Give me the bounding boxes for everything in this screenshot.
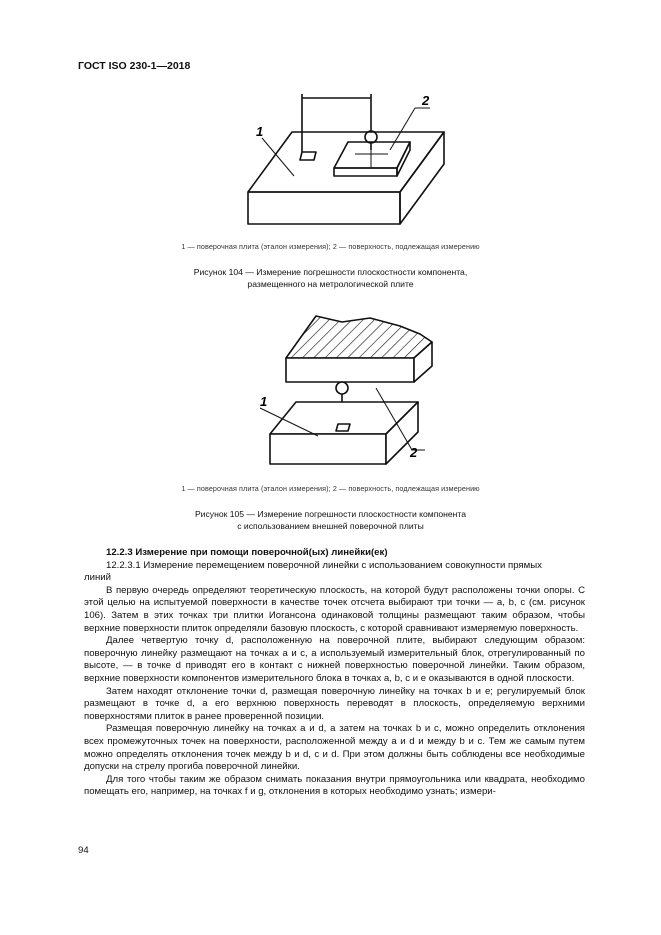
figure-104-label-1: 1 — [256, 124, 264, 139]
figure-104-drawing — [230, 88, 460, 233]
paragraph-5: Размещая поверочную линейку на точках a и d, а затем на точках b и c, можно определить отклонения всех промежуточных точек на поверхности, расположенной между a и d и между b и c. Тем же самым путем можно определять отклонения точек между b и d, c и d. При этом должны быть соблюдены все необходимые допуски на стрелу прогиба поверочной линейки. — [84, 723, 585, 773]
paragraph-6: Для того чтобы таким же образом снимать показания внутри прямоугольника или квадрата, необходимо помещать его, например, на точках f и g, отклонения в которых необходимо узнать; измери- — [84, 773, 585, 798]
page-number: 94 — [78, 845, 89, 856]
figure-104-caption-line2: размещенного на метрологической плите — [247, 279, 414, 289]
component-side — [397, 142, 410, 176]
dial-indicator-icon — [365, 131, 377, 143]
paragraph-2: В первую очередь определяют теоретическую плоскость, на которой будут расположены точки опоры. С этой целью на испытуемой поверхности в качестве точек отсчета выбирают три точки — a, b, c (см. рисунок 106). Затем в этих точках три плитки Иогансона одинаковой толщины размещают таким образом, чтобы верхние поверхности плиток определяли базовую плоскость, с которой сравнивают измеряемую поверхность. — [84, 584, 585, 634]
figure-105-label-2: 2 — [410, 445, 418, 460]
plate-front-face — [248, 192, 400, 224]
external-plate-front — [286, 358, 414, 382]
paragraph-1-continued: линий — [84, 572, 111, 584]
figure-104-label-2: 2 — [422, 93, 430, 108]
figure-105-caption-line1: Рисунок 105 — Измерение погрешности плоскостности компонента — [194, 509, 467, 519]
paragraph-4: Затем находят отклонение точки d, размещая поверочную линейку на точках b и e; регулируемый блок размещают в точке d, а его верхнюю поверхность переводят в плоскость, определяемую верхними поверхностями плиток в ранее проверенной позиции. — [84, 685, 585, 722]
figure-105-legend: 1 — поверочная плита (эталон измерения); 2 — поверхность, подлежащая измерению — [181, 484, 480, 493]
external-plate-hatched — [286, 316, 432, 358]
plate-side-face — [400, 132, 444, 224]
figure-105-drawing — [250, 308, 450, 468]
figure-105-label-1: 1 — [260, 394, 268, 409]
document-header: ГОСТ ISO 230-1—2018 — [78, 60, 191, 72]
figure-105-caption-line2: с использованием внешней поверочной плиты — [237, 521, 424, 531]
dial-indicator-icon — [336, 382, 348, 394]
paragraph-1: 12.2.3.1 Измерение перемещением поверочной линейки с использованием совокупности прямых — [106, 559, 542, 571]
figure-104-legend: 1 — поверочная плита (эталон измерения); 2 — поверхность, подлежащая измерению — [181, 242, 480, 251]
figure-104-caption-line1: Рисунок 104 — Измерение погрешности плоскостности компонента, — [193, 267, 468, 277]
paragraph-3: Далее четвертую точку d, расположенную на поверочной плите, выбирают следующим образом: поверочную линейку размещают на точках a и c, а используемый измерительный блок, отрегулированный по высоте, — в точке d приводят его в контакт с нижней поверхностью поверочной линейки. Таким образом, верхние поверхности компонентов измерительного блока в точках a, b, c и e оказываются в одной плоскости. — [84, 635, 585, 684]
figure-104-caption — [0, 266, 661, 290]
section-heading: 12.2.3 Измерение при помощи поверочной(ых) линейки(ек) — [106, 547, 388, 558]
figure-105-caption — [0, 508, 661, 532]
body-text — [84, 547, 585, 799]
plate-top-face — [248, 132, 444, 192]
surface-plate-front — [270, 434, 386, 464]
reference-block — [300, 152, 316, 160]
component-front — [334, 168, 397, 176]
